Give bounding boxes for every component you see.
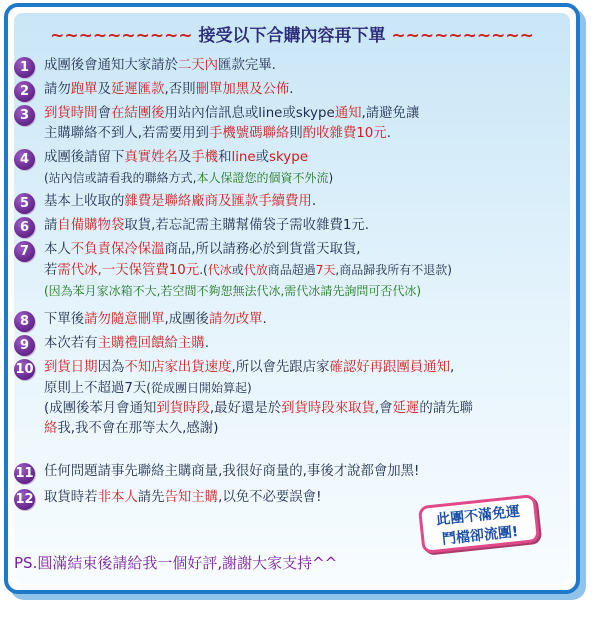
rule-text: ,所以會先跟店家 [231, 360, 330, 375]
rule-item-5 [14, 192, 570, 212]
rule-number-badge: 5 [14, 193, 35, 214]
highlight-text: 代放 [243, 263, 268, 277]
highlight-text: 告知主購 [164, 490, 219, 505]
highlight-text: 延遲匯款 [110, 82, 165, 97]
rule-text: ,最好還是於 [209, 401, 282, 416]
rule-text: 請勿 [44, 82, 71, 97]
rule-text: . [204, 336, 209, 351]
rule-text: 原則上不超過7天 [44, 381, 147, 396]
rule-text: 基本上收取的 [44, 194, 125, 209]
highlight-text: line [231, 150, 256, 165]
highlight-text: 到貨日期 [44, 360, 98, 375]
rule-text: 用站內信訊息或line或skype [164, 106, 335, 121]
highlight-text: 二天內 [177, 58, 219, 73]
rule-text: 任何問題請事先聯絡主購商量,我很好商量的,事後才說都會加黑! [44, 464, 420, 479]
rule-text: 及 [97, 82, 111, 97]
rule-line [44, 334, 570, 354]
highlight-text: 手機號碼聯絡 [208, 126, 290, 141]
rule-text: 請先 [137, 490, 165, 505]
title-decoration-right: ~~~~~~~~~~ [391, 26, 534, 46]
rule-line [44, 358, 570, 378]
rule-item-11 [14, 462, 570, 482]
rule-line [44, 399, 570, 419]
highlight-text: 代冰 [207, 263, 232, 277]
rule-number-badge: 3 [14, 105, 35, 126]
rule-line [44, 419, 570, 439]
highlight-text: 在結團後 [110, 106, 165, 121]
rule-item-9 [14, 334, 570, 354]
rule-number-badge: 7 [14, 241, 35, 262]
rule-line [44, 124, 570, 144]
rule-text: (成團後苯月會通知 [44, 401, 157, 416]
rule-text: 商品,所以請務必於到貨當天取貨, [164, 242, 361, 257]
rule-line [44, 192, 570, 212]
rule-text: . [311, 194, 317, 209]
rule-text: 成團後請留下 [44, 150, 125, 165]
rule-text: 取貨,若忘記需主購幫備袋子需收雜費1元. [124, 218, 370, 233]
rule-item-10 [14, 358, 570, 439]
rule-text: 若 [44, 263, 58, 278]
page-title [14, 21, 570, 46]
highlight-text: 請勿隨意刪單 [84, 312, 165, 327]
rule-text: 商品超過 [267, 263, 316, 277]
rule-text: 匯款完畢. [218, 58, 276, 73]
rule-text: ,商品歸我所有不退款) [335, 263, 452, 277]
highlight-text: 雜費是聯絡廠商及匯款手續費用 [124, 194, 312, 209]
title-decoration-left: ~~~~~~~~~~ [50, 26, 193, 46]
rule-text: .( [199, 263, 208, 277]
rule-number-badge: 6 [14, 217, 35, 238]
rule-text: ,以免不必要誤會! [218, 490, 322, 505]
rule-item-4 [14, 148, 570, 189]
highlight-text: 酌收雜費10元 [302, 126, 387, 141]
rule-text: (因為苯月家冰箱不大,若空間不夠恕無法代冰,需代冰請先詢問可否代冰) [44, 284, 421, 298]
rule-item-8 [14, 310, 570, 330]
rule-text: . [386, 126, 391, 141]
highlight-text: 到貨時段 [156, 401, 210, 416]
rule-line [44, 462, 570, 482]
rule-text: 請 [44, 218, 58, 233]
rule-text: 和 [218, 150, 232, 165]
rule-text: 本人保證您的個資不外流 [196, 171, 329, 185]
rule-text: 取貨時若 [44, 490, 98, 505]
rule-item-1 [14, 56, 570, 76]
highlight-text: 主購禮回饋給主購 [97, 336, 205, 351]
rule-text: 因為 [97, 360, 125, 375]
rule-number-badge: 2 [14, 81, 35, 102]
highlight-text: 非本人 [97, 490, 138, 505]
rule-item-7 [14, 240, 570, 302]
highlight-text: 確認好再跟團員通知 [329, 360, 450, 375]
highlight-text: 刪單加黑及公佈 [195, 82, 290, 97]
highlight-text: 通知 [334, 106, 362, 121]
highlight-text: 不負責保冷保溫 [70, 242, 165, 257]
stamp-line-1: 此團不滿免運 [435, 503, 521, 529]
rule-text: 本次若有 [44, 336, 98, 351]
rule-line [44, 168, 570, 189]
rule-line [44, 310, 570, 330]
rule-text: ,成團後 [164, 312, 209, 327]
rule-line [44, 216, 570, 236]
rule-text: ,請避免讓 [361, 106, 420, 121]
rule-text: 或 [231, 263, 244, 277]
rule-number-badge: 12 [14, 489, 35, 510]
rule-item-3 [14, 104, 570, 144]
rule-text: 本人 [44, 242, 71, 257]
highlight-text: 自備購物袋 [57, 218, 125, 233]
rule-text: ,會 [374, 401, 393, 416]
rule-text: 則 [289, 126, 303, 141]
highlight-text: 請勿改單 [208, 312, 263, 327]
rule-line [44, 148, 570, 168]
highlight-text: 到貨時間 [44, 106, 98, 121]
rule-line [44, 260, 570, 281]
rule-text: 及 [177, 150, 192, 165]
highlight-text: skype [269, 150, 308, 165]
rule-item-6 [14, 216, 570, 236]
rule-number-badge: 10 [14, 359, 35, 380]
highlight-text: 不知店家出貨速度 [124, 360, 232, 375]
rule-number-badge: 8 [14, 311, 35, 332]
rule-text: 我,我不會在那等太久,感謝) [57, 421, 219, 436]
rule-text: 主購聯絡不到人,若需要用到 [44, 126, 209, 141]
rule-number-badge: 4 [14, 149, 35, 170]
rule-line [44, 378, 570, 399]
rule-text: 或 [255, 150, 270, 165]
rule-text: 成團後會通知大家請於 [44, 58, 178, 73]
rule-text: , [449, 360, 455, 375]
rule-text: (站內信或請看我的聯絡方式, [44, 171, 197, 185]
rule-line [44, 104, 570, 124]
rule-item-2 [14, 80, 570, 100]
highlight-text: 真實姓名 [124, 150, 178, 165]
rule-line [44, 240, 570, 260]
rule-number-badge: 11 [14, 463, 35, 484]
rule-text: (從成團日開始算起) [146, 381, 252, 395]
highlight-text: 到貨時段來取貨 [281, 401, 375, 416]
highlight-text: 跑單 [70, 82, 98, 97]
ps-note: PS.圓滿結束後請給我一個好評,謝謝大家支持^^ [14, 554, 338, 572]
rule-text: ,否則 [164, 82, 196, 97]
highlight-text: 7天 [315, 263, 336, 277]
rule-line [44, 56, 570, 76]
highlight-text: 需代冰,一天保管費10元 [57, 263, 200, 278]
rule-text: 的請先聯 [419, 401, 473, 416]
highlight-text: 絡 [44, 421, 58, 436]
rule-text: ) [328, 171, 334, 185]
rule-text: . [262, 312, 267, 327]
rule-text: . [289, 82, 294, 97]
rule-number-badge: 1 [14, 57, 35, 78]
stamp-line-2: 鬥檔卻流團! [441, 523, 520, 548]
highlight-text: 延遲 [392, 401, 420, 416]
rule-text: 下單後 [44, 312, 85, 327]
title-text: 接受以下合購內容再下單 [198, 26, 386, 46]
rule-line [44, 281, 570, 302]
rule-number-badge: 9 [14, 335, 35, 356]
highlight-text: 手機 [191, 150, 219, 165]
rule-line [44, 80, 570, 100]
rule-text: 會 [97, 106, 111, 121]
